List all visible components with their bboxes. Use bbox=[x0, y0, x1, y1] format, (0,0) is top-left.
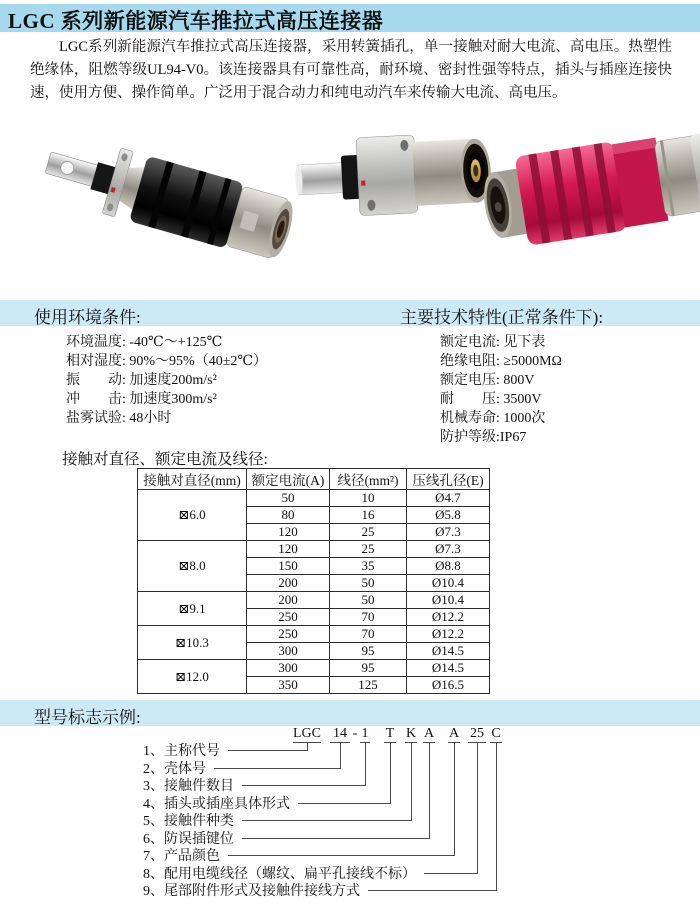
crimp-cell: Ø16.5 bbox=[407, 677, 490, 694]
leader-line bbox=[214, 768, 341, 769]
red-plug-connector-photo bbox=[478, 126, 700, 252]
connector-line bbox=[429, 742, 430, 838]
model-section-bar bbox=[0, 700, 700, 726]
model-code-part: - bbox=[352, 726, 358, 741]
connector-line bbox=[454, 742, 455, 855]
current-cell: 350 bbox=[247, 677, 330, 694]
col-header-wire: 线径(mm²) bbox=[330, 469, 407, 490]
model-label-9: 9、尾部附件形式及接触件接线方式 bbox=[143, 881, 497, 899]
table-row bbox=[138, 490, 490, 507]
table-row bbox=[138, 626, 490, 643]
environment-section-title: 使用环境条件: bbox=[34, 308, 141, 327]
connector-line bbox=[477, 742, 478, 873]
wire-cell: 25 bbox=[330, 541, 407, 558]
col-header-crimp: 压线孔径(E) bbox=[407, 469, 490, 490]
diameter-cell: ⊠6.0 bbox=[138, 490, 247, 541]
page-title-bar bbox=[0, 4, 700, 32]
leader-line bbox=[242, 820, 412, 821]
page-title: LGC 系列新能源汽车推拉式高压连接器 bbox=[8, 9, 384, 33]
wire-cell: 10 bbox=[330, 490, 407, 507]
env-item: 环境温度: -40℃～+125℃ bbox=[66, 335, 223, 350]
crimp-cell: Ø4.7 bbox=[407, 490, 490, 507]
table-title: 接触对直径、额定电流及线径: bbox=[62, 451, 268, 468]
model-designation-diagram bbox=[0, 726, 700, 916]
crimp-cell: Ø10.4 bbox=[407, 592, 490, 609]
black-panel-mount-connector-photo bbox=[39, 130, 299, 265]
env-item: 振 动: 加速度200m/s² bbox=[66, 373, 217, 388]
crimp-cell: Ø7.3 bbox=[407, 541, 490, 558]
diameter-cell: ⊠8.0 bbox=[138, 541, 247, 592]
environment-conditions-list bbox=[66, 333, 267, 428]
tech-item: 耐 压: 3500V bbox=[440, 392, 542, 407]
connector-line bbox=[496, 742, 497, 890]
env-item: 盐雾试验: 48小时 bbox=[66, 411, 172, 426]
model-code-part: A bbox=[448, 726, 460, 741]
tech-item: 机械寿命: 1000次 bbox=[440, 411, 546, 426]
model-code-part: K bbox=[405, 726, 417, 741]
current-cell: 300 bbox=[247, 660, 330, 677]
crimp-cell: Ø8.8 bbox=[407, 558, 490, 575]
table-row bbox=[138, 541, 490, 558]
wire-cell: 50 bbox=[330, 592, 407, 609]
model-code-part: LGC bbox=[293, 726, 321, 741]
current-cell: 300 bbox=[247, 643, 330, 660]
tech-specs-list bbox=[440, 333, 562, 447]
diameter-cell: ⊠9.1 bbox=[138, 592, 247, 626]
crimp-cell: Ø7.3 bbox=[407, 524, 490, 541]
env-item: 相对湿度: 90%～95%（40±2℃） bbox=[66, 354, 268, 369]
current-cell: 80 bbox=[247, 507, 330, 524]
leader-line bbox=[298, 803, 391, 804]
model-label-2: 2、壳体号 bbox=[143, 759, 341, 777]
connector-line bbox=[411, 742, 412, 820]
table-row bbox=[138, 592, 490, 609]
model-label-3: 3、接触件数目 bbox=[143, 776, 366, 794]
model-label-6: 6、防误插键位 bbox=[143, 829, 430, 847]
tech-section-title: 主要技术特性(正常条件下): bbox=[400, 308, 604, 327]
crimp-cell: Ø10.4 bbox=[407, 575, 490, 592]
tech-item: 绝缘电阻: ≥5000MΩ bbox=[440, 354, 562, 369]
diameter-cell: ⊠10.3 bbox=[138, 626, 247, 660]
crimp-cell: Ø14.5 bbox=[407, 643, 490, 660]
model-label-4: 4、插头或插座具体形式 bbox=[143, 794, 391, 812]
model-label-1: 1、主称代号 bbox=[143, 741, 308, 759]
wire-cell: 70 bbox=[330, 626, 407, 643]
tech-item: 防护等级:IP67 bbox=[440, 430, 527, 445]
model-section-title: 型号标志示例: bbox=[34, 708, 141, 727]
wire-cell: 35 bbox=[330, 558, 407, 575]
model-code-part: C bbox=[491, 726, 501, 741]
current-cell: 250 bbox=[247, 626, 330, 643]
model-label-5: 5、接触件种类 bbox=[143, 811, 412, 829]
leader-line bbox=[228, 750, 308, 751]
model-label-7: 7、产品颜色 bbox=[143, 846, 455, 864]
crimp-cell: Ø14.5 bbox=[407, 660, 490, 677]
model-code-part: A bbox=[423, 726, 435, 741]
ratings-table bbox=[137, 468, 490, 694]
env-item: 冲 击: 加速度300m/s² bbox=[66, 392, 217, 407]
intro-paragraph: LGC系列新能源汽车推拉式高压连接器，采用转簧插孔，单一接触对耐大电流、高电压。热塑性绝缘体，阻燃等级UL94-V0。该连接器具有可靠性高，耐环境、密封性强等特点，插头与插座连接快速，使用方便、操作简单。广泛用于混合动力和纯电动汽车来传输大电流、高电压。 bbox=[30, 39, 672, 101]
tech-item: 额定电压: 800V bbox=[440, 373, 535, 388]
current-cell: 50 bbox=[247, 490, 330, 507]
wire-cell: 125 bbox=[330, 677, 407, 694]
current-cell: 120 bbox=[247, 541, 330, 558]
wire-cell: 95 bbox=[330, 660, 407, 677]
model-code-part: T bbox=[385, 726, 395, 741]
current-cell: 200 bbox=[247, 592, 330, 609]
col-header-diameter: 接触对直径(mm) bbox=[138, 469, 247, 490]
wire-cell: 70 bbox=[330, 609, 407, 626]
crimp-cell: Ø12.2 bbox=[407, 626, 490, 643]
current-cell: 250 bbox=[247, 609, 330, 626]
model-code-part: 14 bbox=[330, 726, 350, 743]
col-header-current: 额定电流(A) bbox=[247, 469, 330, 490]
table-header-row bbox=[138, 469, 490, 490]
crimp-cell: Ø12.2 bbox=[407, 609, 490, 626]
model-label-8: 8、配用电缆线径（螺纹、扁平孔接线不标） bbox=[143, 864, 478, 882]
leader-line bbox=[368, 890, 497, 891]
current-cell: 200 bbox=[247, 575, 330, 592]
leader-line bbox=[228, 855, 455, 856]
leader-line bbox=[242, 838, 430, 839]
wire-cell: 25 bbox=[330, 524, 407, 541]
model-code-part: 1 bbox=[361, 726, 369, 741]
current-cell: 120 bbox=[247, 524, 330, 541]
wire-cell: 16 bbox=[330, 507, 407, 524]
crimp-cell: Ø5.8 bbox=[407, 507, 490, 524]
product-photos bbox=[0, 118, 700, 296]
diameter-cell: ⊠12.0 bbox=[138, 660, 247, 694]
model-code-part: 25 bbox=[470, 726, 484, 741]
leader-line bbox=[242, 785, 366, 786]
current-cell: 150 bbox=[247, 558, 330, 575]
leader-line bbox=[424, 873, 478, 874]
silver-receptacle-connector-photo bbox=[293, 131, 492, 219]
tech-item: 额定电流: 见下表 bbox=[440, 335, 546, 350]
wire-cell: 95 bbox=[330, 643, 407, 660]
table-row bbox=[138, 660, 490, 677]
wire-cell: 50 bbox=[330, 575, 407, 592]
section-header-bar bbox=[0, 300, 700, 326]
